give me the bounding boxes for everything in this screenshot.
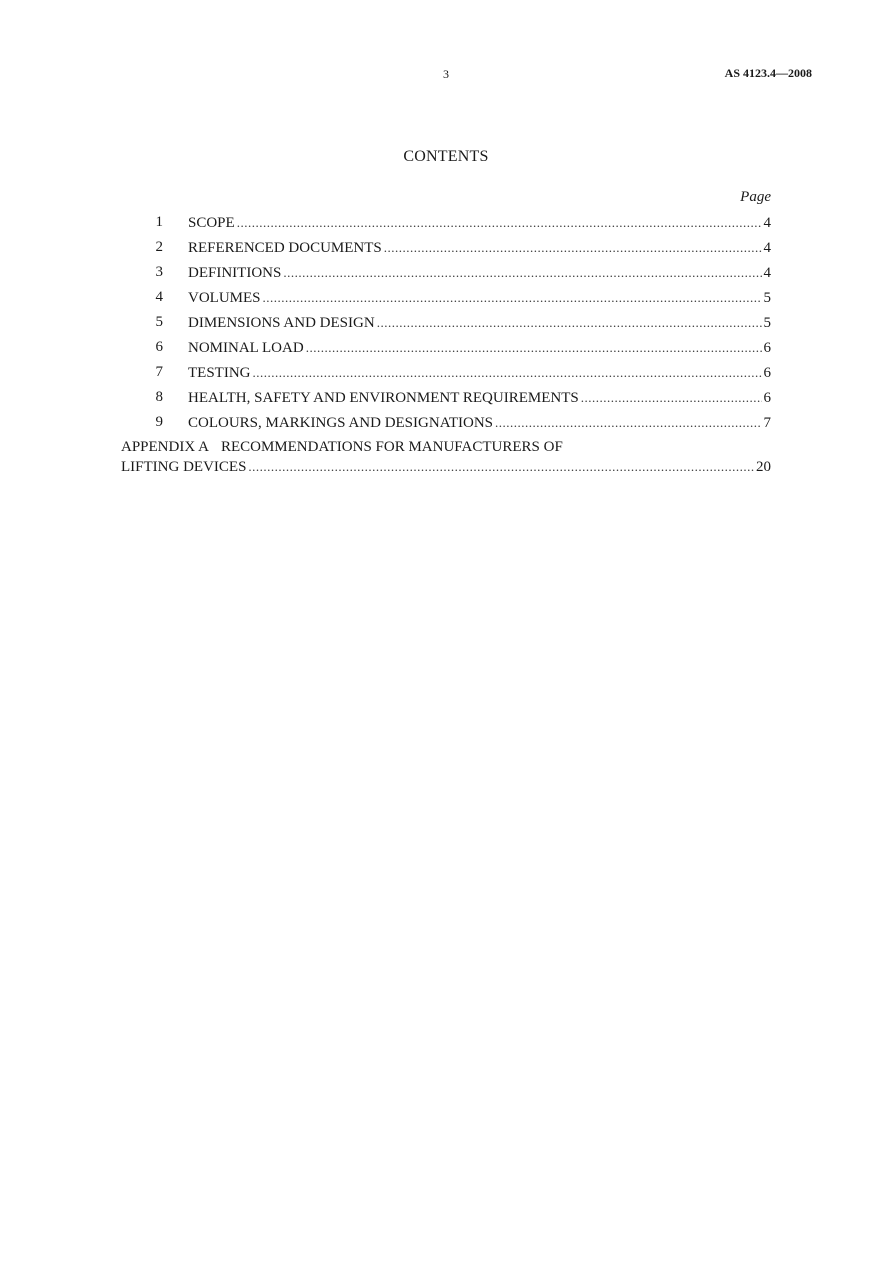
document-code: AS 4123.4—2008 — [724, 66, 812, 80]
entry-number: 2 — [155, 239, 163, 255]
entry-title: COLOURS, MARKINGS AND DESIGNATIONS — [188, 415, 494, 431]
entry-title: REFERENCED DOCUMENTS — [188, 240, 382, 256]
entry-number: 9 — [155, 414, 163, 430]
dot-leader — [253, 362, 762, 383]
contents-title: CONTENTS — [403, 148, 489, 165]
entry-page: 4 — [763, 265, 771, 281]
toc-entry-dimensions-and-design[interactable] — [0, 312, 892, 337]
toc-entry-health-safety-environment[interactable] — [0, 387, 892, 412]
entry-number: 5 — [155, 314, 163, 330]
table-of-contents — [0, 212, 892, 437]
toc-entry-appendix-a[interactable] — [121, 437, 771, 477]
appendix-page: 20 — [756, 459, 771, 475]
entry-number: 3 — [155, 264, 163, 280]
entry-title: SCOPE — [188, 215, 235, 231]
dot-leader — [237, 212, 762, 233]
dot-leader — [283, 262, 761, 283]
dot-leader — [495, 412, 761, 433]
toc-entry-definitions[interactable] — [0, 262, 892, 287]
entry-number: 4 — [155, 289, 163, 305]
dot-leader — [248, 457, 754, 477]
entry-number: 6 — [155, 339, 163, 355]
entry-page: 6 — [763, 390, 771, 406]
entry-page: 6 — [763, 340, 771, 356]
toc-entry-scope[interactable] — [0, 212, 892, 237]
entry-title: DIMENSIONS AND DESIGN — [188, 315, 375, 331]
appendix-title-line1: RECOMMENDATIONS FOR MANUFACTURERS OF — [220, 439, 563, 455]
entry-page: 5 — [763, 290, 771, 306]
page-column-heading: Page — [740, 189, 771, 205]
entry-page: 4 — [763, 215, 771, 231]
entry-title: VOLUMES — [188, 290, 261, 306]
entry-number: 8 — [155, 389, 163, 405]
dot-leader — [581, 387, 762, 408]
entry-page: 4 — [763, 240, 771, 256]
toc-entry-referenced-documents[interactable] — [0, 237, 892, 262]
entry-page: 5 — [763, 315, 771, 331]
dot-leader — [384, 237, 762, 258]
appendix-title-line2: LIFTING DEVICES — [121, 459, 247, 475]
toc-entry-colours-markings-designations[interactable] — [0, 412, 892, 437]
entry-title: NOMINAL LOAD — [188, 340, 304, 356]
page-number: 3 — [443, 67, 449, 81]
entry-number: 1 — [155, 214, 163, 230]
dot-leader — [263, 287, 762, 308]
entry-title: TESTING — [188, 365, 251, 381]
entry-title: HEALTH, SAFETY AND ENVIRONMENT REQUIREMENTS — [188, 390, 579, 406]
appendix-label: APPENDIX A — [121, 439, 209, 455]
entry-number: 7 — [155, 364, 163, 380]
entry-page: 7 — [763, 415, 771, 431]
toc-entry-nominal-load[interactable] — [0, 337, 892, 362]
entry-title: DEFINITIONS — [188, 265, 282, 281]
entry-page: 6 — [763, 365, 771, 381]
dot-leader — [306, 337, 762, 358]
toc-entry-testing[interactable] — [0, 362, 892, 387]
toc-entry-volumes[interactable] — [0, 287, 892, 312]
dot-leader — [377, 312, 762, 333]
